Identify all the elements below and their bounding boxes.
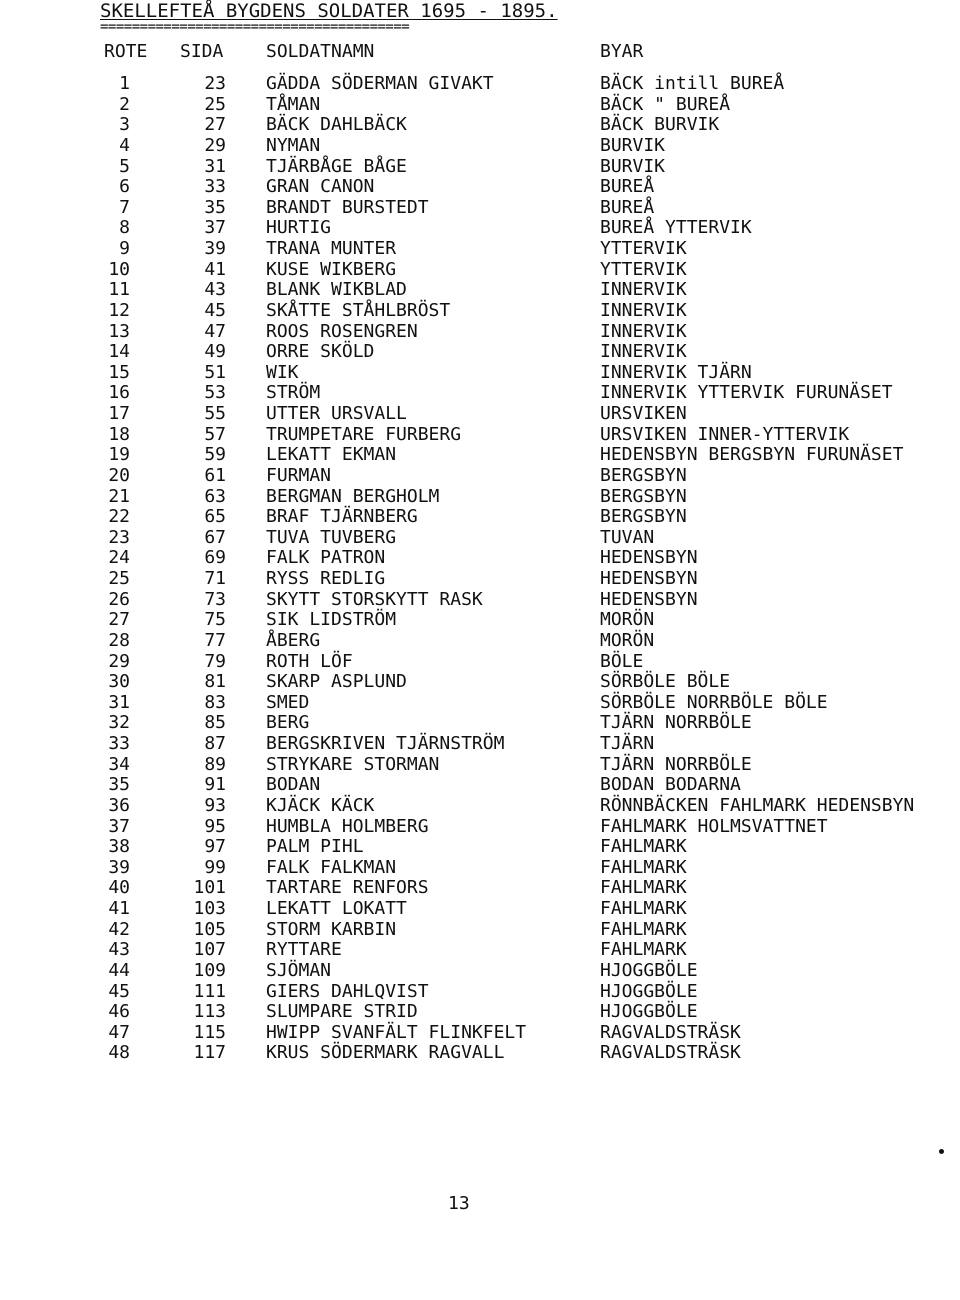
village-cell: BÄCK intill BUREÅ [600,73,785,94]
village-cell: HJOGGBÖLE [600,980,698,1002]
table-row [0,610,960,631]
rote-cell: 42 [108,918,130,940]
table-row [0,796,960,817]
village-cell: YTTERVIK [600,238,687,259]
soldier-name-cell: HUMBLA HOLMBERG [266,815,429,837]
village-cell: FAHLMARK HOLMSVATTNET [600,815,828,837]
rote-cell: 44 [108,959,130,981]
village-cell: FAHLMARK [600,898,687,919]
table-row [0,652,960,673]
table-row [0,218,960,239]
soldier-name-cell: STRYKARE STORMAN [266,753,440,775]
table-row [0,507,960,528]
rote-cell: 4 [119,134,130,156]
sida-cell: 95 [204,815,226,837]
village-cell: FAHLMARK [600,918,687,940]
soldier-name-cell: TRANA MUNTER [266,238,397,259]
sida-cell: 89 [204,753,226,775]
village-cell: SÖRBÖLE NORRBÖLE BÖLE [600,691,828,713]
soldier-name-cell: LEKATT LOKATT [266,898,407,919]
village-cell: RAGVALDSTRÄSK [600,1021,741,1043]
soldier-name-cell: GÄDDA SÖDERMAN GIVAKT [266,73,494,94]
soldier-name-cell: SKARP ASPLUND [266,671,407,693]
soldier-name-cell: BRANDT BURSTEDT [266,196,429,218]
sida-cell: 73 [204,588,226,610]
rote-cell: 32 [108,712,130,734]
sida-cell: 81 [204,671,226,693]
soldier-name-cell: RYTTARE [266,939,342,961]
table-row [0,95,960,116]
soldier-name-cell: TARTARE RENFORS [266,877,429,899]
rote-cell: 17 [108,403,130,424]
page-title: SKELLEFTEÅ BYGDENS SOLDATER 1695 - 1895. [100,0,558,22]
table-row [0,466,960,487]
sida-cell: 33 [204,176,226,198]
rote-cell: 12 [108,299,130,321]
table-row [0,1043,960,1064]
soldier-name-cell: ORRE SKÖLD [266,341,375,363]
soldier-name-cell: BRAF TJÄRNBERG [266,506,418,528]
rote-cell: 39 [108,856,130,878]
village-cell: BERGSBYN [600,485,687,507]
village-cell: BÖLE [600,650,644,672]
soldier-name-cell: UTTER URSVALL [266,403,407,424]
village-cell: HEDENSBYN BERGSBYN FURUNÄSET [600,444,904,466]
village-cell: RÖNNBÄCKEN FAHLMARK HEDENSBYN [600,794,915,816]
soldier-name-cell: KRUS SÖDERMARK RAGVALL [266,1042,505,1064]
rote-cell: 10 [108,258,130,280]
rote-cell: 33 [108,733,130,754]
soldier-name-cell: BERGMAN BERGHOLM [266,485,440,507]
rote-cell: 30 [108,671,130,693]
rote-cell: 18 [108,423,130,445]
soldier-table [0,74,960,1064]
sida-cell: 23 [204,73,226,94]
rote-cell: 47 [108,1021,130,1043]
table-row [0,528,960,549]
rote-cell: 41 [108,898,130,919]
table-row [0,693,960,714]
soldier-name-cell: SKYTT STORSKYTT RASK [266,588,483,610]
sida-cell: 67 [204,526,226,548]
village-cell: BODAN BODARNA [600,774,741,796]
table-row [0,940,960,961]
sida-cell: 91 [204,774,226,796]
page-number: 13 [448,1193,470,1214]
sida-cell: 49 [204,341,226,363]
village-cell: YTTERVIK [600,258,687,280]
village-cell: BÄCK BURVIK [600,114,720,136]
village-cell: BERGSBYN [600,506,687,528]
village-cell: SÖRBÖLE BÖLE [600,671,731,693]
village-cell: HEDENSBYN [600,547,698,569]
village-cell: TJÄRN [600,733,655,754]
table-row [0,280,960,301]
soldier-name-cell: ÅBERG [266,629,321,651]
stray-dot-mark [939,1149,944,1154]
village-cell: INNERVIK [600,279,687,301]
rote-cell: 8 [119,217,130,239]
table-row [0,157,960,178]
table-row [0,301,960,322]
village-cell: INNERVIK [600,341,687,363]
table-row [0,713,960,734]
soldier-name-cell: TUVA TUVBERG [266,526,397,548]
soldier-name-cell: BODAN [266,774,321,796]
village-cell: TUVAN [600,526,655,548]
rote-cell: 28 [108,629,130,651]
table-row [0,383,960,404]
table-row [0,920,960,941]
table-row [0,445,960,466]
soldier-name-cell: STORM KARBIN [266,918,397,940]
rote-cell: 25 [108,568,130,589]
soldier-name-cell: HWIPP SVANFÄLT FLINKFELT [266,1021,527,1043]
table-row [0,322,960,343]
soldier-name-cell: ROOS ROSENGREN [266,320,418,342]
table-row [0,74,960,95]
sida-cell: 43 [204,279,226,301]
sida-cell: 83 [204,691,226,713]
village-cell: HJOGGBÖLE [600,1001,698,1023]
soldier-name-cell: BERGSKRIVEN TJÄRNSTRÖM [266,733,505,754]
village-cell: INNERVIK TJÄRN [600,361,752,383]
rote-cell: 37 [108,815,130,837]
rote-cell: 38 [108,836,130,858]
table-row [0,590,960,611]
soldier-name-cell: FALK PATRON [266,547,386,569]
sida-cell: 115 [193,1021,226,1043]
rote-cell: 3 [119,114,130,136]
rote-cell: 26 [108,588,130,610]
rote-cell: 13 [108,320,130,342]
rote-cell: 21 [108,485,130,507]
soldier-name-cell: GRAN CANON [266,176,375,198]
village-cell: BUREÅ [600,196,655,218]
table-row [0,404,960,425]
rote-cell: 40 [108,877,130,899]
table-row [0,734,960,755]
sida-cell: 117 [193,1042,226,1064]
table-row [0,775,960,796]
sida-cell: 107 [193,939,226,961]
sida-cell: 27 [204,114,226,136]
table-row [0,899,960,920]
sida-cell: 105 [193,918,226,940]
soldier-name-cell: FURMAN [266,464,332,486]
table-row [0,1002,960,1023]
rote-cell: 20 [108,464,130,486]
village-cell: FAHLMARK [600,836,687,858]
sida-cell: 97 [204,836,226,858]
village-cell: BERGSBYN [600,464,687,486]
table-row [0,878,960,899]
rote-cell: 11 [108,279,130,301]
sida-cell: 65 [204,506,226,528]
table-row [0,115,960,136]
village-cell: MORÖN [600,609,655,631]
header-rote: ROTE [104,41,148,62]
rote-cell: 6 [119,176,130,198]
village-cell: HJOGGBÖLE [600,959,698,981]
table-row [0,755,960,776]
village-cell: TJÄRN NORRBÖLE [600,753,752,775]
soldier-name-cell: WIK [266,361,299,383]
village-cell: BÄCK " BUREÅ [600,93,731,115]
sida-cell: 71 [204,568,226,589]
table-row [0,569,960,590]
soldier-name-cell: SLUMPARE STRID [266,1001,418,1023]
table-row [0,631,960,652]
sida-cell: 113 [193,1001,226,1023]
sida-cell: 55 [204,403,226,424]
soldier-name-cell: BÄCK DAHLBÄCK [266,114,407,136]
village-cell: FAHLMARK [600,856,687,878]
soldier-name-cell: SIK LIDSTRÖM [266,609,397,631]
soldier-name-cell: HURTIG [266,217,332,239]
title-double-rule: ======================================= [100,19,410,35]
table-row [0,672,960,693]
sida-cell: 51 [204,361,226,383]
rote-cell: 19 [108,444,130,466]
village-cell: FAHLMARK [600,939,687,961]
rote-cell: 27 [108,609,130,631]
table-row [0,177,960,198]
sida-cell: 39 [204,238,226,259]
soldier-name-cell: STRÖM [266,382,321,404]
sida-cell: 101 [193,877,226,899]
soldier-name-cell: BLANK WIKBLAD [266,279,407,301]
rote-cell: 48 [108,1042,130,1064]
soldier-name-cell: NYMAN [266,134,321,156]
soldier-name-cell: TRUMPETARE FURBERG [266,423,462,445]
soldier-name-cell: SMED [266,691,310,713]
sida-cell: 35 [204,196,226,218]
rote-cell: 45 [108,980,130,1002]
table-row [0,342,960,363]
table-row [0,363,960,384]
sida-cell: 41 [204,258,226,280]
sida-cell: 77 [204,629,226,651]
table-row [0,1023,960,1044]
sida-cell: 87 [204,733,226,754]
soldier-name-cell: BERG [266,712,310,734]
soldier-name-cell: GIERS DAHLQVIST [266,980,429,1002]
village-cell: URSVIKEN INNER-YTTERVIK [600,423,850,445]
table-row [0,487,960,508]
sida-cell: 111 [193,980,226,1002]
rote-cell: 5 [119,155,130,177]
sida-cell: 31 [204,155,226,177]
sida-cell: 61 [204,464,226,486]
rote-cell: 14 [108,341,130,363]
table-row [0,961,960,982]
soldier-name-cell: TJÄRBÅGE BÅGE [266,155,407,177]
table-row [0,837,960,858]
table-row [0,817,960,838]
soldier-name-cell: RYSS REDLIG [266,568,386,589]
rote-cell: 46 [108,1001,130,1023]
sida-cell: 29 [204,134,226,156]
village-cell: RAGVALDSTRÄSK [600,1042,741,1064]
soldier-name-cell: FALK FALKMAN [266,856,397,878]
rote-cell: 43 [108,939,130,961]
village-cell: INNERVIK [600,320,687,342]
table-row [0,982,960,1003]
sida-cell: 75 [204,609,226,631]
table-row [0,136,960,157]
sida-cell: 53 [204,382,226,404]
village-cell: BURVIK [600,155,666,177]
rote-cell: 2 [119,93,130,115]
rote-cell: 34 [108,753,130,775]
village-cell: URSVIKEN [600,403,687,424]
village-cell: BUREÅ YTTERVIK [600,217,752,239]
soldier-name-cell: LEKATT EKMAN [266,444,397,466]
village-cell: HEDENSBYN [600,588,698,610]
table-row [0,548,960,569]
rote-cell: 15 [108,361,130,383]
soldier-name-cell: PALM PIHL [266,836,364,858]
header-soldatnamn: SOLDATNAMN [266,41,375,62]
rote-cell: 9 [119,238,130,259]
sida-cell: 69 [204,547,226,569]
village-cell: HEDENSBYN [600,568,698,589]
table-row [0,198,960,219]
rote-cell: 7 [119,196,130,218]
header-byar: BYAR [600,41,644,62]
rote-cell: 31 [108,691,130,713]
sida-cell: 59 [204,444,226,466]
sida-cell: 109 [193,959,226,981]
rote-cell: 1 [119,73,130,94]
rote-cell: 35 [108,774,130,796]
sida-cell: 79 [204,650,226,672]
soldier-name-cell: SKÅTTE STÅHLBRÖST [266,299,451,321]
sida-cell: 45 [204,299,226,321]
sida-cell: 37 [204,217,226,239]
soldier-name-cell: SJÖMAN [266,959,332,981]
soldier-name-cell: KJÄCK KÄCK [266,794,375,816]
village-cell: TJÄRN NORRBÖLE [600,712,752,734]
rote-cell: 29 [108,650,130,672]
rote-cell: 24 [108,547,130,569]
village-cell: INNERVIK [600,299,687,321]
village-cell: MORÖN [600,629,655,651]
rote-cell: 23 [108,526,130,548]
soldier-name-cell: TÅMAN [266,93,321,115]
header-sida: SIDA [180,41,224,62]
sida-cell: 57 [204,423,226,445]
rote-cell: 36 [108,794,130,816]
village-cell: FAHLMARK [600,877,687,899]
table-row [0,858,960,879]
sida-cell: 47 [204,320,226,342]
sida-cell: 25 [204,93,226,115]
soldier-name-cell: ROTH LÖF [266,650,353,672]
village-cell: BURVIK [600,134,666,156]
sida-cell: 63 [204,485,226,507]
sida-cell: 85 [204,712,226,734]
table-row [0,239,960,260]
table-row [0,260,960,281]
sida-cell: 103 [193,898,226,919]
soldier-name-cell: KUSE WIKBERG [266,258,397,280]
table-row [0,425,960,446]
village-cell: BUREÅ [600,176,655,198]
rote-cell: 16 [108,382,130,404]
rote-cell: 22 [108,506,130,528]
village-cell: INNERVIK YTTERVIK FURUNÄSET [600,382,893,404]
sida-cell: 99 [204,856,226,878]
sida-cell: 93 [204,794,226,816]
